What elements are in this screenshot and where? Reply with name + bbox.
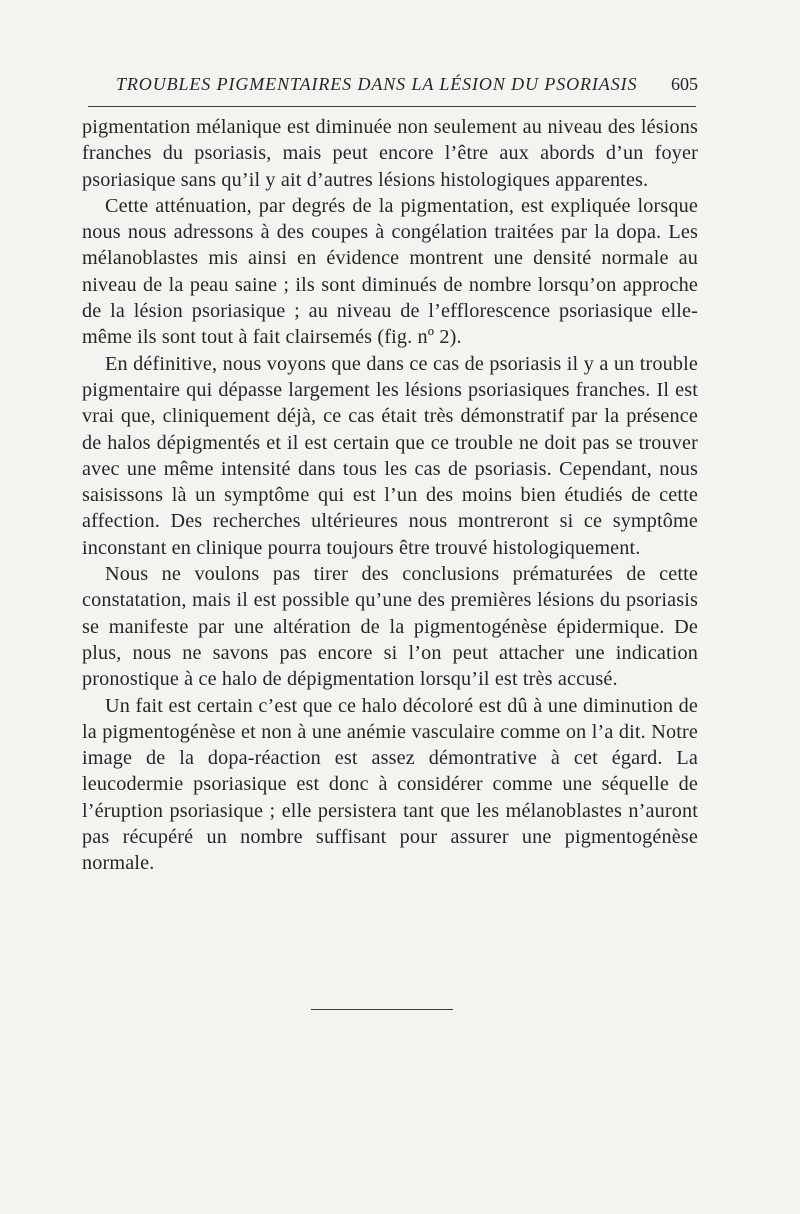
header-rule	[88, 106, 696, 107]
page-header	[82, 72, 698, 100]
paragraph-continuation: pigmentation mélanique est diminuée non seulement au niveau des lésions franches du psoriasis, mais peut encore l’être aux abords d’un foyer psoriasique sans qu’il y ait d’autres lésions histologiques apparentes.	[82, 116, 698, 191]
paragraph: Cette atténuation, par degrés de la pigmentation, est expliquée lorsque nous nous adressons à des coupes à congélation traitées par la dopa. Les mélanoblastes mis ainsi en évidence montrent une densité normale au niveau de la peau saine ; ils sont diminués de nombre lorsqu’on approche de la lésion psoriasique ; au niveau de l’efflorescence psoriasique elle-même ils sont tout à fait clairsemés (fig. nº 2).	[82, 194, 698, 349]
body-text	[82, 114, 698, 877]
paragraph: Un fait est certain c’est que ce halo décoloré est dû à une diminution de la pigmentogénèse et non à une anémie vasculaire comme on l’a dit. Notre image de la dopa-réaction est assez démontrative à cet égard. La leucodermie psoriasique est donc à considérer comme une séquelle de l’éruption psoriasique ; elle persistera tant que les mélanoblastes n’auront pas récupéré un nombre suffisant pour assurer une pigmentogénèse normale.	[82, 694, 698, 875]
paragraph: En définitive, nous voyons que dans ce cas de psoriasis il y a un trouble pigmentaire qui dépasse largement les lésions psoriasiques franches. Il est vrai que, cliniquement déjà, ce cas était très démonstratif par la présence de halos dépigmentés et il est certain que ce trouble ne doit pas se trouver avec une même intensité dans tous les cas de psoriasis. Cependant, nous saisissons là un symptôme qui est l’un des moins bien étudiés de cette affection. Des recherches ultérieures nous montreront si ce symptôme inconstant en clinique pourra toujours être trouvé histologiquement.	[82, 352, 698, 559]
paragraph: Nous ne voulons pas tirer des conclusions prématurées de cette constatation, mais il est possible qu’une des premières lésions du psoriasis se manifeste par une altération de la pigmentogénèse épidermique. De plus, nous ne savons pas encore si l’on peut attacher une indication pronostique à ce halo de dépigmentation lorsqu’il est très accusé.	[82, 563, 698, 691]
section-end-rule	[311, 1009, 453, 1010]
running-title: TROUBLES PIGMENTAIRES DANS LA LÉSION DU PSORIASIS	[116, 74, 638, 94]
page-number: 605	[671, 74, 698, 94]
